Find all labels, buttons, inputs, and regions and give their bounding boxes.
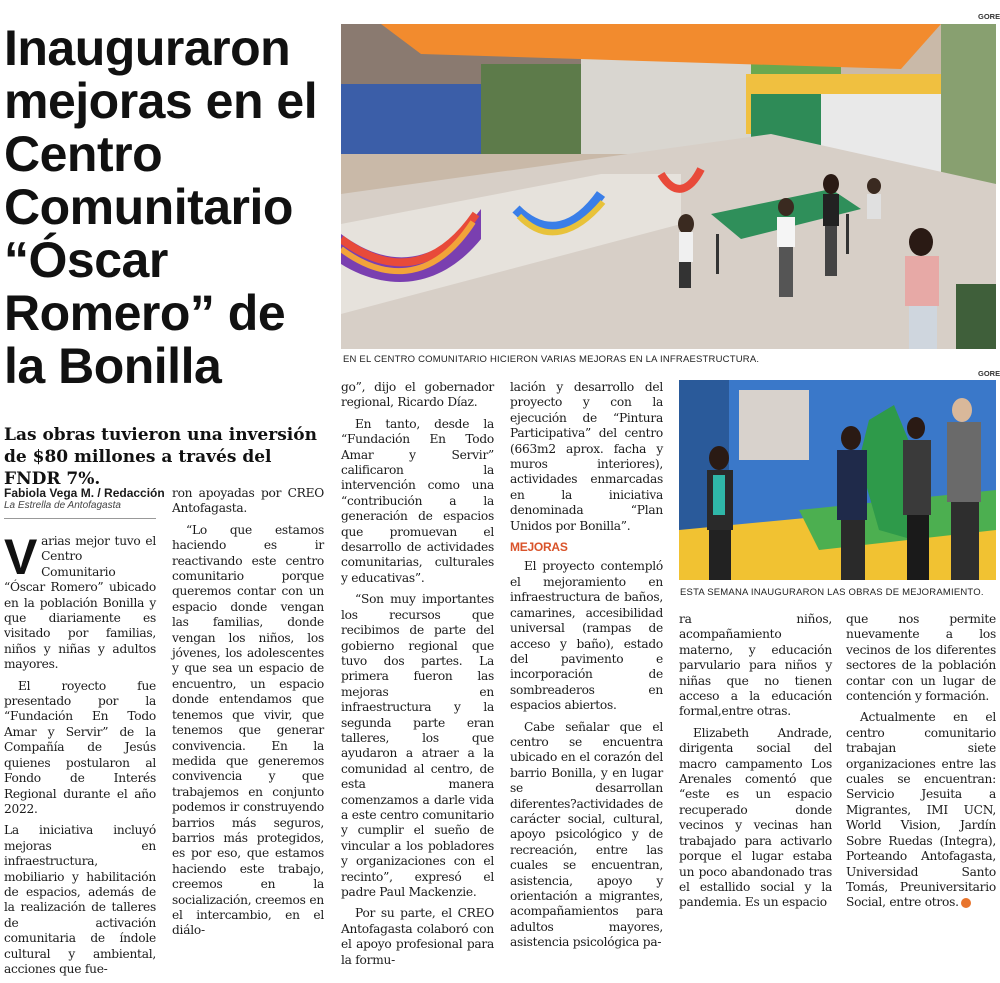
body-paragraph: Elizabeth Andrade, dirigenta social del macro campamento Los Arenales comentó que “este es un espacio recuperado donde vecinos y vecinas han trabajado para activarlo porque el lugar estaba un poco abandonado tras el estallido social y la pandemia. Es un espacio <box>679 725 832 910</box>
main-photo <box>341 24 996 349</box>
body-paragraph: lación y desarrollo del proyecto y con la ejecución de “Pintura Participativa” del centro (663m2 aprox. facha y muros interiores), actividades enmarcadas en la iniciativa denominada “Plan Unidos por Bonilla”. <box>510 380 663 533</box>
end-mark-icon <box>961 898 971 908</box>
headline-line: Comunitario <box>4 179 293 235</box>
headline-line: mejoras en el <box>4 73 318 129</box>
section-subhead: MEJORAS <box>510 540 568 555</box>
body-paragraph: Por su parte, el CREO Antofagasta colaboró con el apoyo profesional para la formu- <box>341 906 494 967</box>
main-photo-illustration <box>341 24 996 349</box>
body-column-5 <box>679 612 832 917</box>
body-paragraph: go”, dijo el gobernador regional, Ricardo Díaz. <box>341 380 494 410</box>
photo-credit-second: GORE <box>978 369 1000 378</box>
byline-author: Fabiola Vega M. / Redacción <box>4 486 165 500</box>
main-photo-caption: EN EL CENTRO COMUNITARIO HICIERON VARIAS MEJORAS EN LA INFRAESTRUCTURA. <box>343 354 760 365</box>
body-paragraph: El royecto fue presentado por la “Fundación En Todo Amar y Servir” de la Compañía de Jesús quienes postularon al Fondo de Interés Regional durante el año 2022. <box>4 678 156 816</box>
body-paragraph: Actualmente en el centro comunitario trabajan siete organizaciones entre las cuales se encuentran: Servicio Jesuita a Migrantes, IMI UCN, World Vision, Jardín Sobre Ruedas (Integra), Porteando Antofagasta, Universidad Santo Tomás, Preuniversitario Social, entre otros. <box>846 710 996 910</box>
body-paragraph: “Son muy importantes los recursos que recibimos de parte del gobierno regional que tuvo dos partes. La primera fueron las mejoras en infraestructura y la segunda parte eran talleres, los que ayudaron a atraer a la comunidad al centro, de esta manera comenzamos a darle vida a este centro comunitario y cumplir el sueño de vincular a los pobladores y organizaciones con el recinto”, expresó el padre Paul Mackenzie. <box>341 592 494 899</box>
headline-line: Inauguraron <box>4 20 291 76</box>
second-photo-illustration <box>679 380 996 580</box>
body-paragraph: que nos permite nuevamente a los vecinos de los diferentes sectores de la población contar con un lugar de contención y formación. <box>846 612 996 704</box>
body-column-1 <box>4 529 156 983</box>
deck-subtitle: Las obras tuvieron una inversión de $80 millones a través del FNDR 7%. <box>4 425 317 489</box>
body-column-6 <box>846 612 996 917</box>
body-column-4 <box>510 380 663 957</box>
dropcap: V <box>4 529 38 585</box>
headline <box>4 22 334 393</box>
body-paragraph: En tanto, desde la “Fundación En Todo Amar y Servir” calificaron la intervención como una “contribución a la generación de espacios que promuevan el desarrollo de actividades comunitarias, culturales y educativas”. <box>341 416 494 585</box>
byline-divider <box>4 518 156 519</box>
headline-line: la Bonilla <box>4 338 222 394</box>
body-paragraph: Cabe señalar que el centro se encuentra ubicado en el corazón del barrio Bonilla, y en lugar se desarrollan diferentes?actividades de carácter social, cultural, apoyo psicológico y de recreación, entre las cuales se encuentran, asistencia, apoyo y orientación a migrantes, acompañamientos para adultos mayores, asistencia psicológica pa- <box>510 719 663 950</box>
body-paragraph: ron apoyadas por CREO Antofagasta. <box>172 486 324 516</box>
body-paragraph: arias mejor tuvo el Centro Comunitario “Óscar Romero” ubicado en la población Bonilla y que diariamente es visitado por familias, niños y niñas y adultos mayores. <box>4 534 156 672</box>
body-paragraph: La iniciativa incluyó mejoras en infraestructura, mobiliario y habilitación de espacios, además de la realización de talleres de activación comunitaria de índole cultural y ambiental, acciones que fue- <box>4 823 156 976</box>
body-paragraph: El proyecto contempló el mejoramiento en infraestructura de baños, camarines, accesibilidad universal (rampas de acceso y baño), estado del pavimento e incorporación de sombreaderos en espacios abiertos. <box>510 559 663 713</box>
photo-credit-main: GORE <box>978 12 1000 21</box>
second-photo-caption: ESTA SEMANA INAUGURARON LAS OBRAS DE MEJORAMIENTO. <box>680 587 984 598</box>
headline-line: “Óscar <box>4 232 168 288</box>
headline-line: Centro <box>4 126 163 182</box>
body-column-3 <box>341 380 494 974</box>
body-column-2 <box>172 486 324 945</box>
byline-outlet: La Estrella de Antofagasta <box>4 500 121 511</box>
headline-line: Romero” de <box>4 285 286 341</box>
second-photo <box>679 380 996 580</box>
body-paragraph: ra niños, acompañamiento materno, y educación parvulario para niños y niñas que no tienen acceso a la educación formal,entre otras. <box>679 612 832 719</box>
body-paragraph: “Lo que estamos haciendo es ir reactivando este centro comunitario porque queremos contar con un espacio donde vengan las familias, donde vengan los niños, los jóvenes, los adolescentes y que sea un espacio de encuentro, un espacio donde entendamos que tenemos que vivir, que tenemos que generar convivencia. En la medida que generemos convivencia y que trabajemos en conjunto podemos ir construyendo barrios más seguros, barrios más protegidos, es por eso, que estamos haciendo este trabajo, creemos en la socialización, creemos en el intercambio, en el diálo- <box>172 522 324 938</box>
